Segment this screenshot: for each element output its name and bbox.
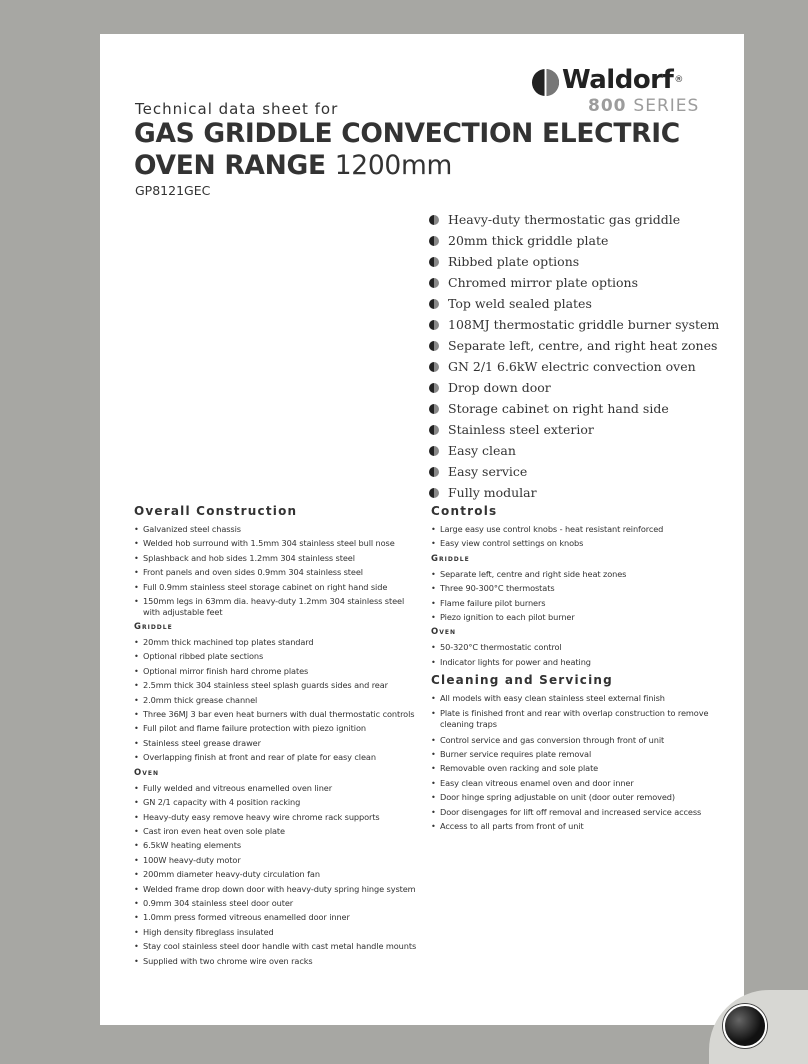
- half-circle-bullet-icon: [429, 467, 439, 477]
- feature-text: Storage cabinet on right hand side: [448, 401, 669, 416]
- waldorf-round-icon: [723, 1004, 767, 1048]
- spec-item: • Optional ribbed plate sections: [134, 649, 419, 663]
- half-circle-bullet-icon: [429, 404, 439, 414]
- spec-item: • Piezo ignition to each pilot burner: [431, 610, 721, 624]
- feature-text: Easy service: [448, 464, 528, 479]
- spec-item: • Cast iron even heat oven sole plate: [134, 824, 419, 838]
- feature-item: [429, 377, 719, 398]
- spec-item: • Stay cool stainless steel door handle with cast metal handle mounts: [134, 939, 419, 953]
- spec-item: • Door hinge spring adjustable on unit (door outer removed): [431, 790, 721, 804]
- feature-text: Easy clean: [448, 443, 516, 458]
- half-circle-bullet-icon: [429, 320, 439, 330]
- spec-item: • Door disengages for lift off removal and increased service access: [431, 805, 721, 819]
- doc-subtitle: Technical data sheet for: [135, 100, 339, 118]
- subsection-heading: Oven: [134, 767, 159, 778]
- page-title: GAS GRIDDLE CONVECTION ELECTRIC OVEN RANGE 1200mm: [134, 118, 680, 181]
- spec-item: • 20mm thick machined top plates standard: [134, 635, 419, 649]
- spec-list: [431, 522, 721, 551]
- spec-list: [431, 567, 721, 625]
- subsection-heading: Griddle: [134, 622, 173, 633]
- waldorf-logo: [531, 66, 711, 116]
- spec-item: • Splashback and hob sides 1.2mm 304 stainless steel: [134, 551, 419, 565]
- feature-item: [429, 251, 719, 272]
- spec-item: • Easy clean vitreous enamel oven and door inner: [431, 776, 721, 790]
- spec-item: • Flame failure pilot burners: [431, 596, 721, 610]
- section-heading: Overall Construction: [134, 504, 298, 518]
- spec-item: • 2.0mm thick grease channel: [134, 693, 419, 707]
- spec-item: • Access to all parts from front of unit: [431, 819, 721, 833]
- spec-item: • Three 36MJ 3 bar even heat burners with dual thermostatic controls: [134, 707, 419, 721]
- spec-item: • 200mm diameter heavy-duty circulation fan: [134, 867, 419, 881]
- spec-item: • Full pilot and flame failure protection with piezo ignition: [134, 721, 419, 735]
- half-circle-bullet-icon: [429, 446, 439, 456]
- spec-item: • 150mm legs in 63mm dia. heavy-duty 1.2mm 304 stainless steel with adjustable feet: [134, 596, 419, 618]
- half-circle-bullet-icon: [429, 257, 439, 267]
- spec-item: • Control service and gas conversion through front of unit: [431, 733, 721, 747]
- subsection-heading: Griddle: [431, 553, 470, 564]
- spec-item: • Supplied with two chrome wire oven racks: [134, 954, 419, 968]
- spec-item: • All models with easy clean stainless steel external finish: [431, 691, 721, 705]
- half-circle-bullet-icon: [429, 236, 439, 246]
- feature-text: Separate left, centre, and right heat zones: [448, 338, 718, 353]
- spec-item: • Heavy-duty easy remove heavy wire chrome rack supports: [134, 810, 419, 824]
- half-circle-bullet-icon: [429, 362, 439, 372]
- spec-item: • Separate left, centre and right side heat zones: [431, 567, 721, 581]
- subsection-heading: Oven: [431, 627, 456, 638]
- spec-list: [431, 691, 721, 833]
- spec-item: • Plate is finished front and rear with overlap construction to remove cleaning traps: [431, 708, 721, 730]
- controls-section: [431, 503, 721, 834]
- feature-item: [429, 398, 719, 419]
- spec-item: • 1.0mm press formed vitreous enamelled door inner: [134, 910, 419, 924]
- feature-item: [429, 293, 719, 314]
- spec-item: • Stainless steel grease drawer: [134, 736, 419, 750]
- spec-item: • GN 2/1 capacity with 4 position racking: [134, 795, 419, 809]
- half-circle-bullet-icon: [429, 215, 439, 225]
- spec-list: [134, 635, 419, 765]
- spec-list: [134, 781, 419, 968]
- section-heading: Controls: [431, 504, 498, 518]
- spec-list: [431, 640, 721, 669]
- section-heading: Cleaning and Servicing: [431, 673, 613, 688]
- spec-item: • 100W heavy-duty motor: [134, 853, 419, 867]
- feature-item: [429, 209, 719, 230]
- feature-text: Chromed mirror plate options: [448, 275, 639, 290]
- feature-item: [429, 482, 719, 503]
- feature-text: Top weld sealed plates: [448, 296, 592, 311]
- feature-text: Drop down door: [448, 380, 551, 395]
- spec-item: • Front panels and oven sides 0.9mm 304 stainless steel: [134, 565, 419, 579]
- spec-item: • Welded hob surround with 1.5mm 304 stainless steel bull nose: [134, 536, 419, 550]
- spec-item: • High density fibreglass insulated: [134, 925, 419, 939]
- waldorf-logo-icon: [531, 68, 560, 97]
- feature-item: [429, 335, 719, 356]
- spec-item: • Fully welded and vitreous enamelled oven liner: [134, 781, 419, 795]
- model-number: GP8121GEC: [135, 183, 211, 198]
- feature-text: GN 2/1 6.6kW electric convection oven: [448, 359, 696, 374]
- feature-item: [429, 461, 719, 482]
- feature-text: 108MJ thermostatic griddle burner system: [448, 317, 720, 332]
- overall-construction-section: [134, 503, 419, 968]
- spec-item: • Large easy use control knobs - heat resistant reinforced: [431, 522, 721, 536]
- half-circle-bullet-icon: [429, 299, 439, 309]
- feature-item: [429, 440, 719, 461]
- spec-item: • Welded frame drop down door with heavy-duty spring hinge system: [134, 882, 419, 896]
- spec-item: • 50-320°C thermostatic control: [431, 640, 721, 654]
- spec-item: • Galvanized steel chassis: [134, 522, 419, 536]
- spec-item: • Removable oven racking and sole plate: [431, 761, 721, 775]
- spec-item: • 6.5kW heating elements: [134, 838, 419, 852]
- feature-item: [429, 272, 719, 293]
- feature-text: Ribbed plate options: [448, 254, 580, 269]
- spec-item: • Overlapping finish at front and rear of plate for easy clean: [134, 750, 419, 764]
- spec-item: • Three 90-300°C thermostats: [431, 581, 721, 595]
- half-circle-bullet-icon: [429, 383, 439, 393]
- half-circle-bullet-icon: [429, 488, 439, 498]
- feature-item: [429, 230, 719, 251]
- feature-text: Stainless steel exterior: [448, 422, 594, 437]
- feature-text: Heavy-duty thermostatic gas griddle: [448, 212, 681, 227]
- spec-list: [134, 522, 419, 618]
- spec-item: • 0.9mm 304 stainless steel door outer: [134, 896, 419, 910]
- half-circle-bullet-icon: [429, 278, 439, 288]
- feature-list: [429, 209, 719, 503]
- spec-item: • Optional mirror finish hard chrome plates: [134, 664, 419, 678]
- feature-item: [429, 419, 719, 440]
- spec-item: • Easy view control settings on knobs: [431, 536, 721, 550]
- feature-text: Fully modular: [448, 485, 537, 500]
- spec-item: • Indicator lights for power and heating: [431, 655, 721, 669]
- spec-item: • Burner service requires plate removal: [431, 747, 721, 761]
- half-circle-bullet-icon: [429, 341, 439, 351]
- spec-item: • 2.5mm thick 304 stainless steel splash guards sides and rear: [134, 678, 419, 692]
- feature-text: 20mm thick griddle plate: [448, 233, 609, 248]
- spec-item: • Full 0.9mm stainless steel storage cabinet on right hand side: [134, 580, 419, 594]
- brand-name: Waldorf®: [562, 65, 683, 95]
- half-circle-bullet-icon: [429, 425, 439, 435]
- feature-item: [429, 356, 719, 377]
- feature-item: [429, 314, 719, 335]
- series-label: 800 SERIES: [588, 96, 700, 116]
